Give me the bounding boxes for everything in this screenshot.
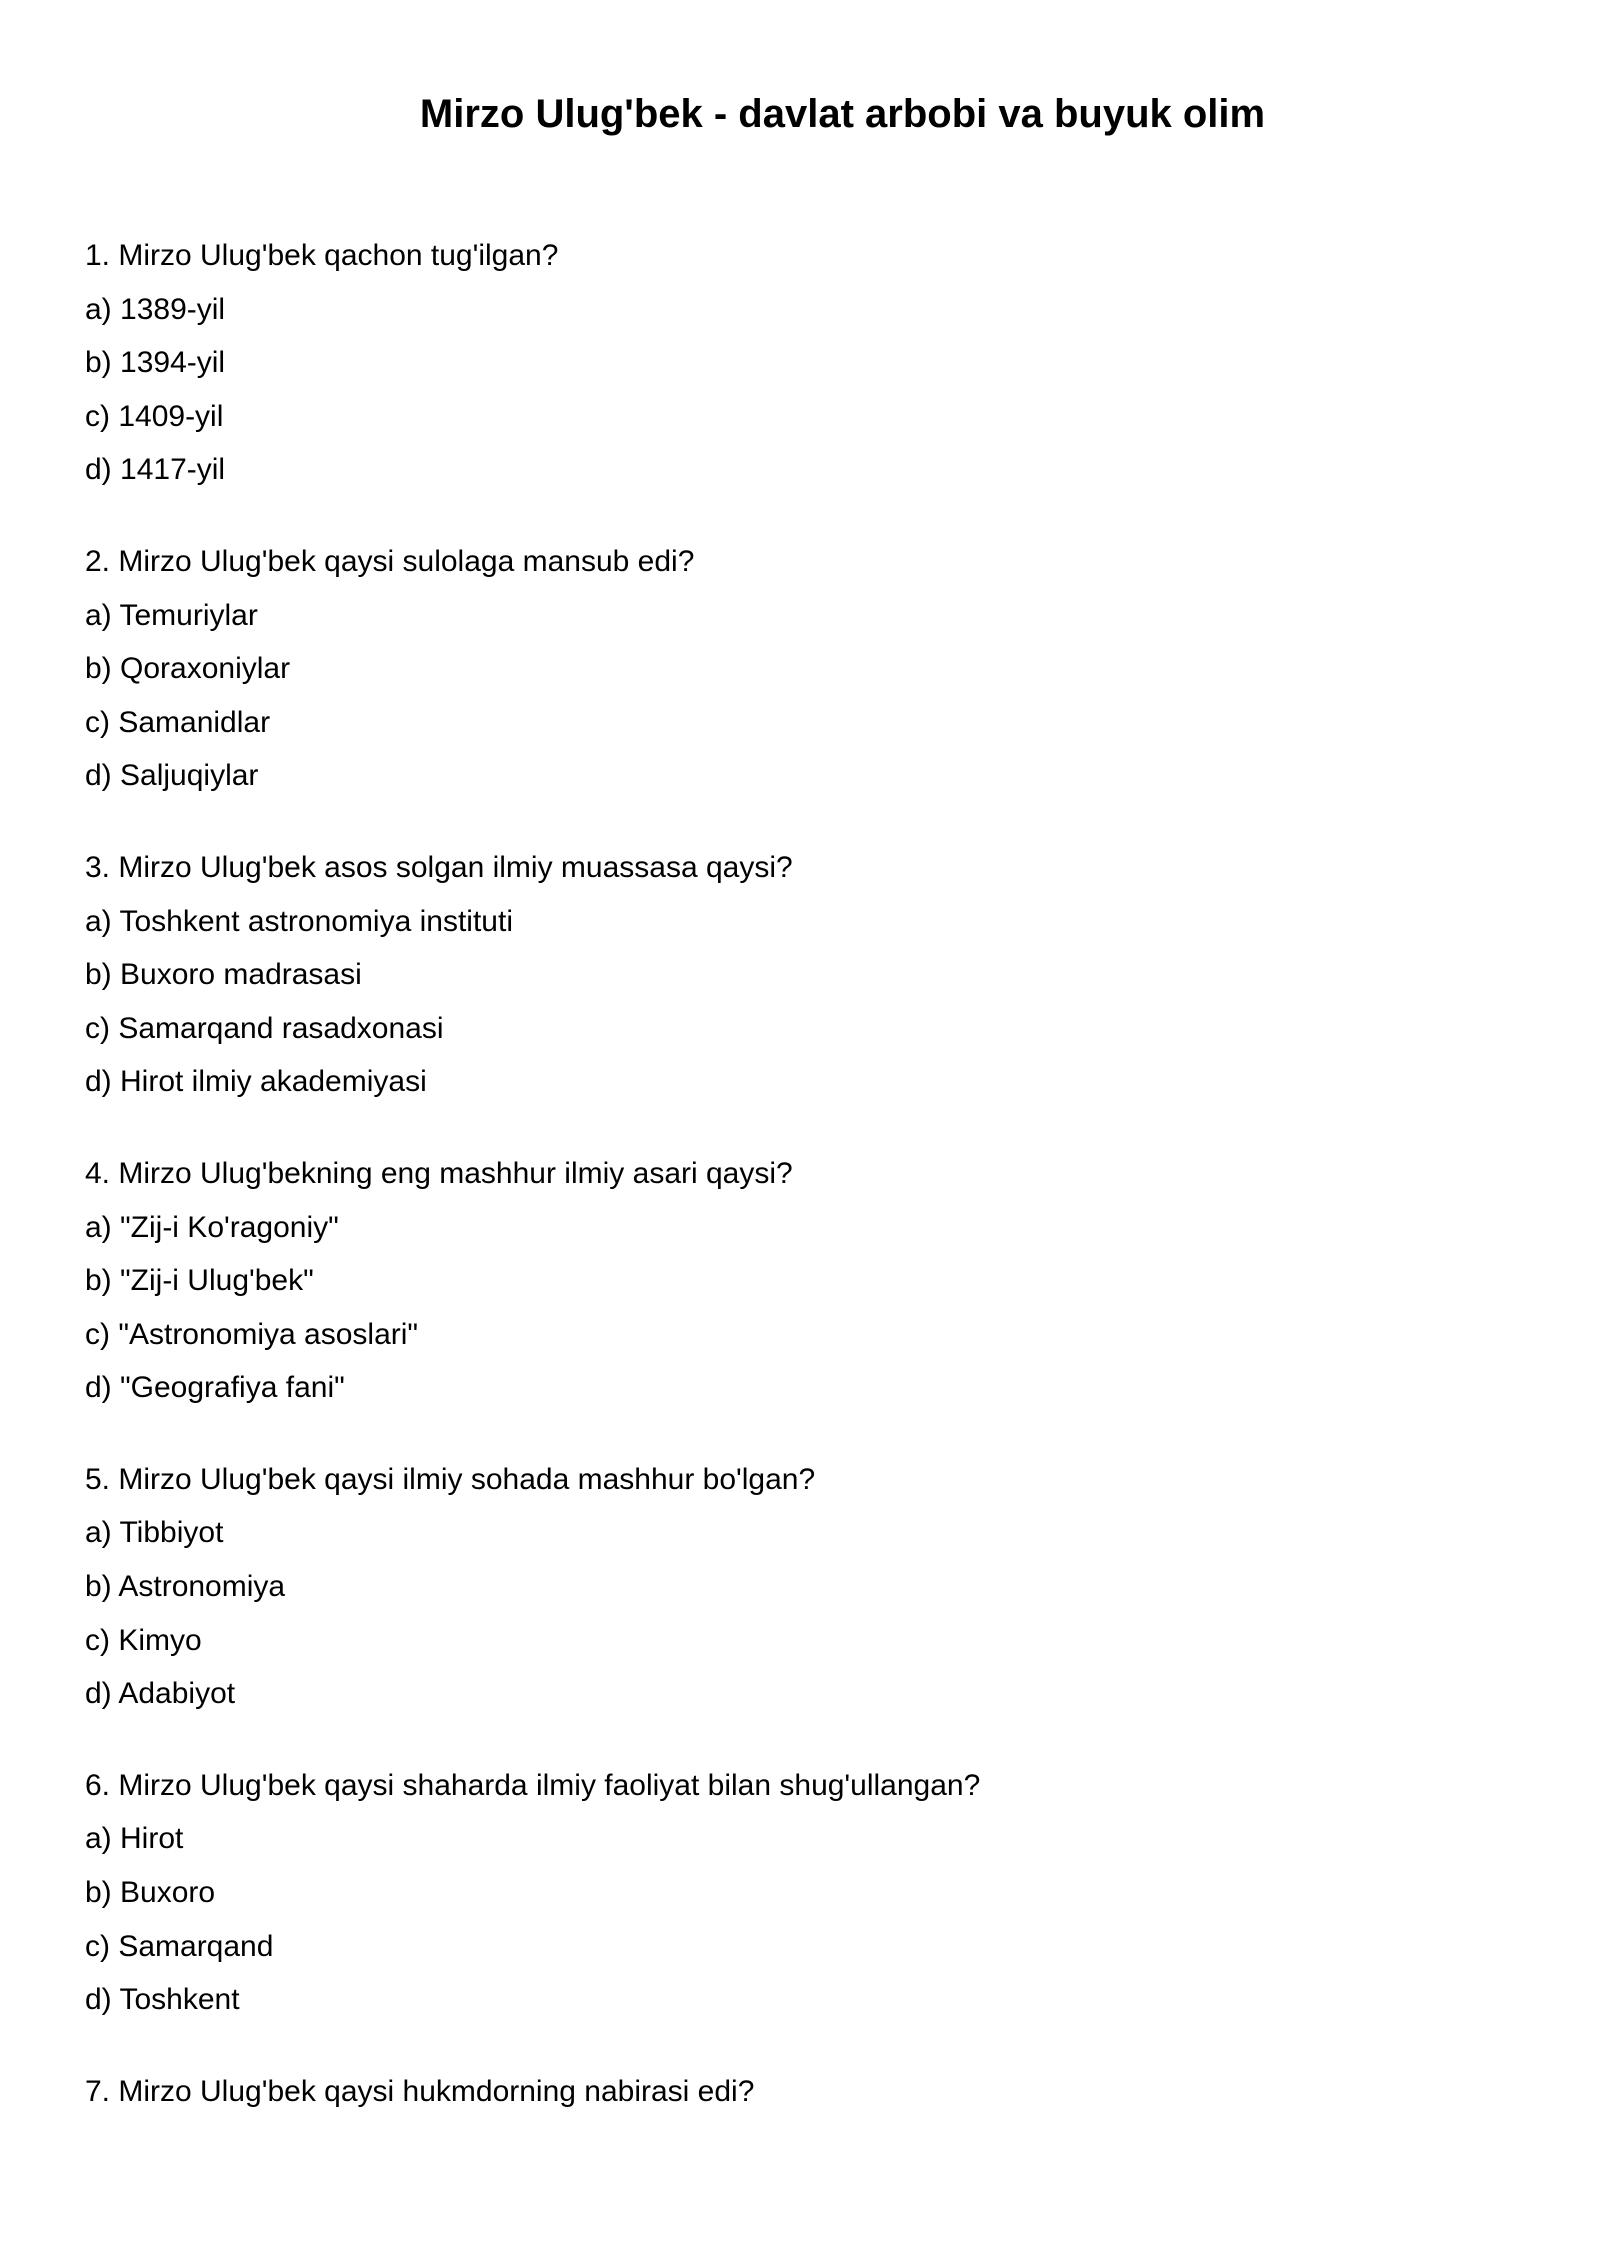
answer-option: d) Toshkent: [85, 1983, 240, 2017]
answer-option: c) "Astronomiya asoslari": [85, 1317, 419, 1351]
document-title: Mirzo Ulug'bek - davlat arbobi va buyuk olim: [419, 92, 1266, 136]
question-text: 4. Mirzo Ulug'bekning eng mashhur ilmiy asari qaysi?: [85, 1156, 793, 1190]
answer-option: b) "Zij-i Ulug'bek": [85, 1264, 314, 1298]
answer-option: b) Buxoro madrasasi: [85, 958, 362, 992]
question-block-6: [85, 1759, 1525, 2027]
question-block-2: [85, 535, 1525, 803]
answer-option: c) 1409-yil: [85, 399, 224, 433]
question-block-4: [85, 1147, 1525, 1415]
question-text: 5. Mirzo Ulug'bek qaysi ilmiy sohada mashhur bo'lgan?: [85, 1462, 816, 1496]
answer-option: d) Hirot ilmiy akademiyasi: [85, 1065, 427, 1099]
answer-option: b) Qoraxoniylar: [85, 652, 291, 686]
question-block-5: [85, 1453, 1525, 1721]
answer-option: c) Samanidlar: [85, 705, 271, 739]
question-text: 2. Mirzo Ulug'bek qaysi sulolaga mansub edi?: [85, 544, 695, 578]
answer-option: d) Adabiyot: [85, 1677, 236, 1711]
answer-option: a) Temuriylar: [85, 598, 258, 632]
question-text: 7. Mirzo Ulug'bek qaysi hukmdorning nabirasi edi?: [85, 2074, 755, 2108]
answer-option: b) Astronomiya: [85, 1570, 286, 1604]
answer-option: c) Samarqand rasadxonasi: [85, 1011, 444, 1045]
question-list: [85, 229, 1525, 2156]
answer-option: b) 1394-yil: [85, 346, 226, 380]
answer-option: a) Hirot: [85, 1822, 184, 1856]
answer-option: b) Buxoro: [85, 1876, 216, 1910]
answer-option: a) Tibbiyot: [85, 1516, 224, 1550]
question-text: 6. Mirzo Ulug'bek qaysi shaharda ilmiy faoliyat bilan shug'ullangan?: [85, 1768, 981, 1802]
answer-option: d) 1417-yil: [85, 453, 226, 487]
question-block-3: [85, 841, 1525, 1109]
answer-option: c) Kimyo: [85, 1623, 202, 1657]
answer-option: c) Samarqand: [85, 1929, 274, 1963]
question-text: 3. Mirzo Ulug'bek asos solgan ilmiy muassasa qaysi?: [85, 850, 793, 884]
answer-option: d) Saljuqiylar: [85, 759, 259, 793]
question-text: 1. Mirzo Ulug'bek qachon tug'ilgan?: [85, 239, 559, 272]
answer-option: a) "Zij-i Ko'ragoniy": [85, 1210, 339, 1244]
answer-option: a) Toshkent astronomiya instituti: [85, 904, 513, 938]
answer-option: d) "Geografiya fani": [85, 1371, 345, 1405]
answer-option: a) 1389-yil: [85, 292, 226, 326]
question-block-1: [85, 229, 1525, 497]
question-block-7: [85, 2065, 1525, 2119]
